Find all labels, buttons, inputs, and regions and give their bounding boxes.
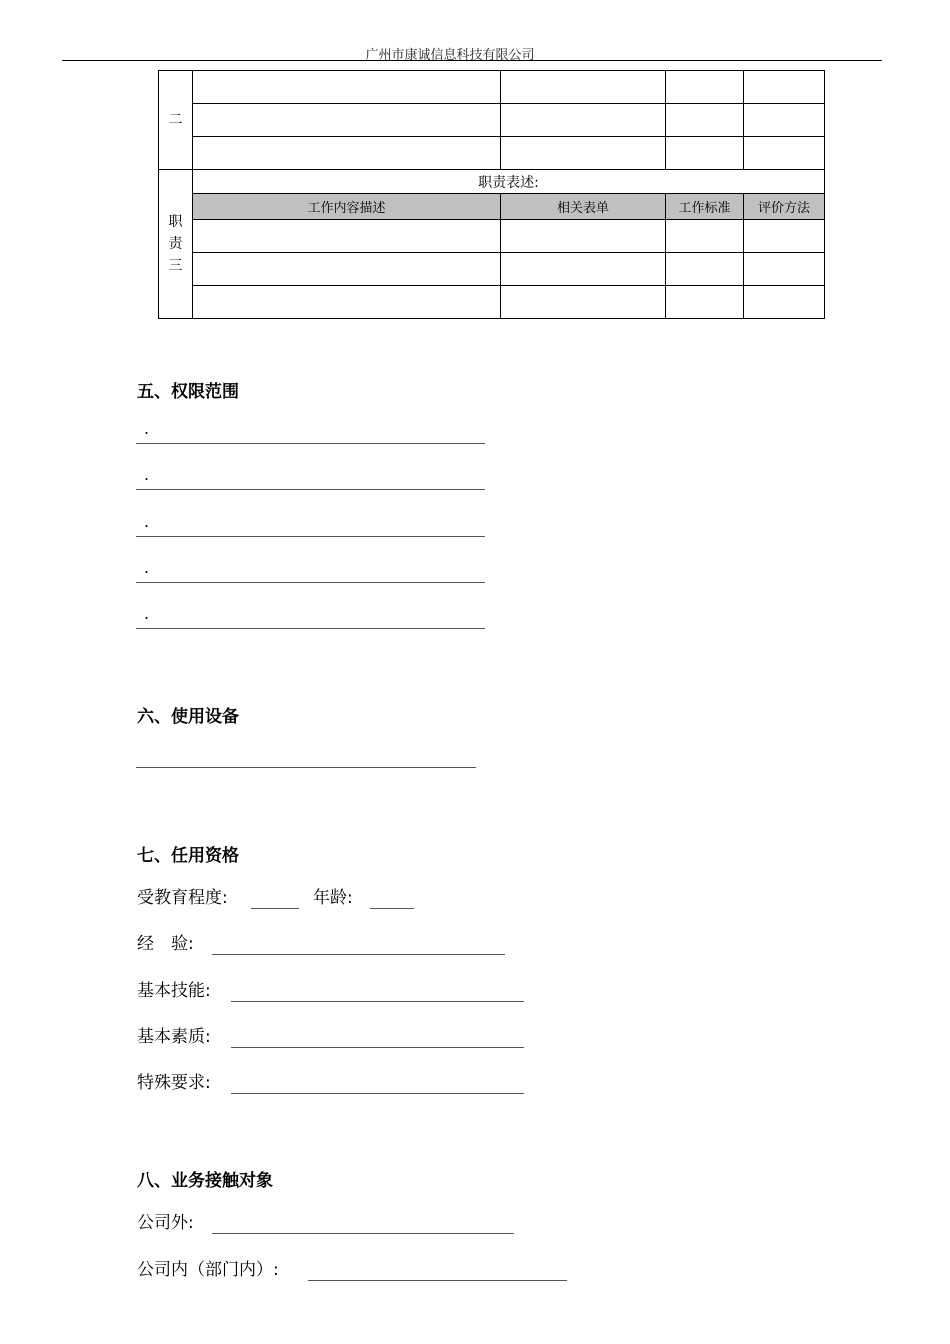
duty-table (158, 70, 825, 319)
table-row (159, 137, 825, 170)
bullet-dot: . (144, 465, 150, 484)
table-row (159, 286, 825, 319)
table-cell[interactable] (501, 253, 666, 286)
table-cell[interactable] (193, 286, 501, 319)
quality-label: 基本素质: (137, 1027, 211, 1047)
section-title-qualification: 七、任用资格 (137, 846, 239, 866)
duty-three-description: 职责表述: (193, 170, 825, 194)
table-cell[interactable] (501, 71, 666, 104)
skills-label: 基本技能: (137, 981, 211, 1001)
column-header: 评价方法 (744, 194, 825, 220)
table-cell[interactable] (193, 71, 501, 104)
authority-blank-line[interactable] (136, 465, 485, 490)
table-cell[interactable] (744, 137, 825, 170)
quality-field[interactable] (231, 1025, 524, 1048)
column-header: 工作内容描述 (193, 194, 501, 220)
table-row (159, 71, 825, 104)
skills-field[interactable] (231, 979, 524, 1002)
authority-blank-line[interactable] (136, 512, 485, 537)
duty-three-char: 职 (168, 214, 183, 230)
table-row (159, 104, 825, 137)
table-cell[interactable] (501, 137, 666, 170)
bullet-dot: . (144, 512, 150, 531)
table-cell[interactable] (666, 253, 744, 286)
bullet-dot: . (144, 419, 150, 438)
table-cell[interactable] (193, 253, 501, 286)
table-cell[interactable] (501, 104, 666, 137)
education-field[interactable] (251, 886, 299, 909)
bullet-dot: . (144, 558, 150, 577)
table-cell[interactable] (193, 220, 501, 253)
authority-blank-line[interactable] (136, 558, 485, 583)
table-cell[interactable] (744, 220, 825, 253)
duty-two-label: 二 (159, 71, 193, 170)
table-cell[interactable] (501, 286, 666, 319)
table-header-row (159, 194, 825, 220)
table-cell[interactable] (744, 253, 825, 286)
table-row (159, 170, 825, 194)
header-divider (62, 60, 882, 61)
experience-field[interactable] (212, 932, 505, 955)
external-contacts-label: 公司外: (137, 1213, 194, 1233)
internal-contacts-field[interactable] (308, 1258, 567, 1281)
special-requirements-label: 特殊要求: (137, 1073, 211, 1093)
duty-three-label (159, 170, 193, 319)
duty-three-char: 责 (168, 236, 183, 252)
table-cell[interactable] (501, 220, 666, 253)
table-cell[interactable] (666, 137, 744, 170)
special-requirements-field[interactable] (231, 1071, 524, 1094)
internal-contacts-label: 公司内（部门内）: (137, 1260, 279, 1280)
table-cell[interactable] (744, 286, 825, 319)
section-title-contacts: 八、业务接触对象 (137, 1171, 273, 1191)
column-header: 工作标准 (666, 194, 744, 220)
experience-label: 经 验: (137, 934, 194, 954)
age-field[interactable] (370, 886, 414, 909)
table-cell[interactable] (744, 104, 825, 137)
authority-blank-line[interactable] (136, 604, 485, 629)
section-title-equipment: 六、使用设备 (137, 707, 239, 727)
table-cell[interactable] (666, 71, 744, 104)
table-cell[interactable] (666, 104, 744, 137)
table-cell[interactable] (193, 104, 501, 137)
column-header: 相关表单 (501, 194, 666, 220)
table-row (159, 220, 825, 253)
authority-blank-line[interactable] (136, 419, 485, 444)
table-cell[interactable] (666, 220, 744, 253)
section-title-authority: 五、权限范围 (137, 382, 239, 402)
equipment-blank-line[interactable] (136, 746, 476, 768)
external-contacts-field[interactable] (212, 1211, 514, 1234)
table-cell[interactable] (666, 286, 744, 319)
page-header-company: 广州市康诚信息科技有限公司 (365, 48, 535, 63)
table-cell[interactable] (193, 137, 501, 170)
duty-three-char: 三 (168, 258, 183, 274)
bullet-dot: . (144, 604, 150, 623)
table-row (159, 253, 825, 286)
age-label: 年龄: (313, 888, 353, 908)
table-cell[interactable] (744, 71, 825, 104)
education-label: 受教育程度: (137, 888, 228, 908)
